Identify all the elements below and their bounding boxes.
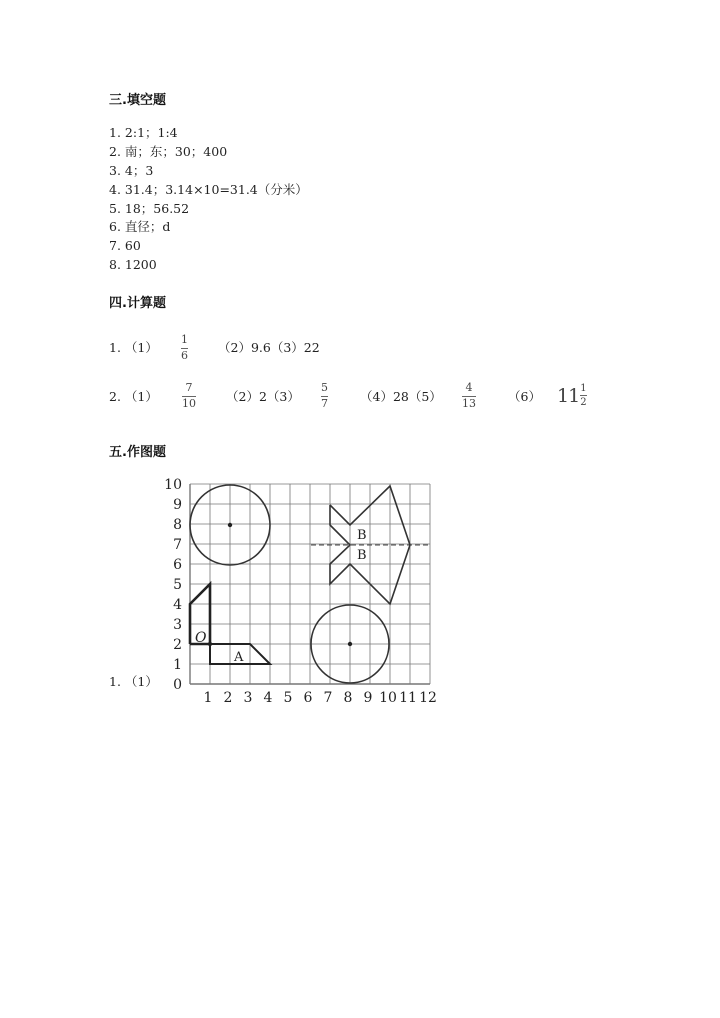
denominator: 6 [181, 349, 188, 362]
section-3-title: 三.填空题 [109, 93, 166, 108]
fraction-part [580, 383, 586, 408]
numerator: 1 [580, 383, 587, 394]
y-tick-label: 9 [173, 497, 182, 513]
answer-line: 8. 1200 [109, 257, 157, 272]
point-o-dot [208, 642, 212, 646]
x-tick-label: 11 [399, 690, 417, 706]
y-tick-label: 10 [164, 478, 182, 493]
grid-lines [190, 484, 430, 684]
denominator: 2 [580, 397, 587, 408]
fraction-bar [580, 395, 586, 396]
fraction [321, 382, 328, 410]
answer-line: 3. 4；3 [109, 163, 154, 178]
y-axis-ticks [164, 478, 182, 693]
denominator: 10 [182, 397, 196, 410]
denominator: 7 [321, 397, 328, 410]
x-tick-label: 3 [243, 690, 253, 706]
x-tick-label: 4 [263, 690, 273, 706]
q2-prefix: 2. （1） [109, 389, 158, 404]
x-tick-label: 5 [283, 690, 293, 706]
circle-center-dot [348, 642, 352, 646]
x-tick-label: 10 [379, 690, 397, 706]
answer-line: 4. 31.4；3.14×10=31.4（分米） [109, 182, 308, 197]
numerator: 4 [465, 381, 473, 394]
q2-part2: （2）2（3） [226, 389, 300, 404]
y-tick-label: 8 [173, 517, 182, 533]
circle-center-dot [228, 523, 232, 527]
label-b-bottom: B [357, 548, 367, 563]
numerator: 1 [181, 333, 188, 346]
answer-line: 7. 60 [109, 238, 141, 253]
y-tick-label: 4 [173, 597, 182, 613]
x-tick-label: 9 [363, 690, 373, 706]
x-tick-label: 12 [419, 690, 437, 706]
numerator: 7 [185, 381, 193, 394]
y-tick-label: 7 [173, 537, 182, 553]
answer-line: 5. 18；56.52 [109, 201, 190, 216]
label-a: A [234, 650, 244, 665]
q2-part4: （4）28（5） [360, 389, 442, 404]
section-4-title: 四.计算题 [109, 296, 166, 311]
x-tick-label: 1 [203, 690, 213, 706]
fraction [462, 382, 476, 410]
y-tick-label: 3 [173, 617, 182, 633]
y-tick-label: 2 [173, 637, 182, 653]
y-tick-label: 5 [173, 577, 182, 593]
y-tick-label: 0 [173, 677, 182, 693]
coordinate-grid-figure [160, 478, 450, 708]
fraction [182, 382, 196, 410]
answer-line: 2. 南；东；30；400 [109, 144, 228, 159]
answer-line: 6. 直径；d [109, 219, 171, 234]
denominator: 13 [462, 397, 476, 410]
answer-line: 1. 2:1；1:4 [109, 125, 178, 140]
x-tick-label: 6 [303, 690, 313, 706]
drawing-answer-label: 1. （1） [109, 674, 158, 689]
section-5-title: 五.作图题 [109, 445, 166, 460]
numerator: 5 [321, 381, 328, 394]
fraction [181, 334, 188, 362]
q1-prefix: 1. （1） [109, 340, 158, 355]
x-tick-label: 8 [343, 690, 353, 706]
mixed-number [557, 383, 587, 408]
q2-part6: （6） [508, 389, 541, 404]
y-tick-label: 1 [173, 657, 182, 673]
label-o: O [195, 630, 207, 646]
q1-rest: （2）9.6（3）22 [218, 340, 320, 355]
y-tick-label: 6 [173, 557, 182, 573]
label-b-top: B [357, 528, 367, 543]
x-tick-label: 7 [323, 690, 333, 706]
x-tick-label: 2 [223, 690, 233, 706]
x-axis-ticks [204, 690, 437, 706]
whole-part: 11 [557, 384, 580, 407]
